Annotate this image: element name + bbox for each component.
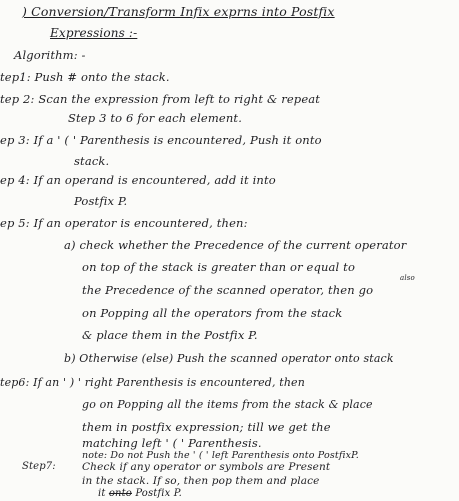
step-5a-line-5: & place them in the Postfix P. <box>82 328 258 342</box>
algorithm-label: Algorithm: - <box>14 48 86 62</box>
step-3-line-2: stack. <box>74 154 110 168</box>
step-5a-insert: also <box>400 274 415 282</box>
step-5-heading: ep 5: If an operator is encountered, then: <box>0 216 248 230</box>
step-7-line-3-pre: it <box>98 488 106 499</box>
step-5a-line-3: the Precedence of the scanned operator, then go <box>82 283 374 297</box>
heading-line-2: Expressions :- <box>50 26 138 40</box>
step-4-line-1: ep 4: If an operand is encountered, add it into <box>0 173 276 187</box>
step-7-line-1: Check if any operator or symbols are Present <box>82 461 331 473</box>
step-2-line-1: tep 2: Scan the expression from left to right & repeat <box>0 92 321 106</box>
step-7-line-3-strike: onto <box>108 488 132 499</box>
step-6-note: note: Do not Push the ' ( ' left Parenthesis onto PostfixP. <box>82 450 359 461</box>
step-6-line-4: matching left ' ( ' Parenthesis. <box>82 436 262 450</box>
step-6-line-1: tep6: If an ' ) ' right Parenthesis is encountered, then <box>0 376 305 389</box>
step-3-line-1: ep 3: If a ' ( ' Parenthesis is encountered, Push it onto <box>0 133 322 147</box>
step-1: tep1: Push # onto the stack. <box>0 70 170 84</box>
step-7-line-2: in the stack. If so, then pop them and place <box>82 475 320 487</box>
step-6-line-3: them in postfix expression; till we get the <box>82 420 331 434</box>
step-5b: b) Otherwise (else) Push the scanned operator onto stack <box>64 352 394 365</box>
heading-line-1: ) Conversion/Transform Infix exprns into Postfix <box>22 4 335 19</box>
step-7-line-3-visible <box>98 488 182 499</box>
step-7-line-3-post: Postfix P. <box>135 488 182 499</box>
step-2-line-2: Step 3 to 6 for each element. <box>68 111 242 125</box>
step-5a-line-2: on top of the stack is greater than or equal to <box>82 260 356 274</box>
step-5a-line-1: a) check whether the Precedence of the current operator <box>64 238 407 252</box>
step-7-label: Step7: <box>22 461 56 472</box>
step-6-line-2: go on Popping all the items from the stack & place <box>82 398 373 411</box>
step-4-line-2: Postfix P. <box>74 194 128 208</box>
step-5a-line-4: on Popping all the operators from the stack <box>82 306 343 320</box>
